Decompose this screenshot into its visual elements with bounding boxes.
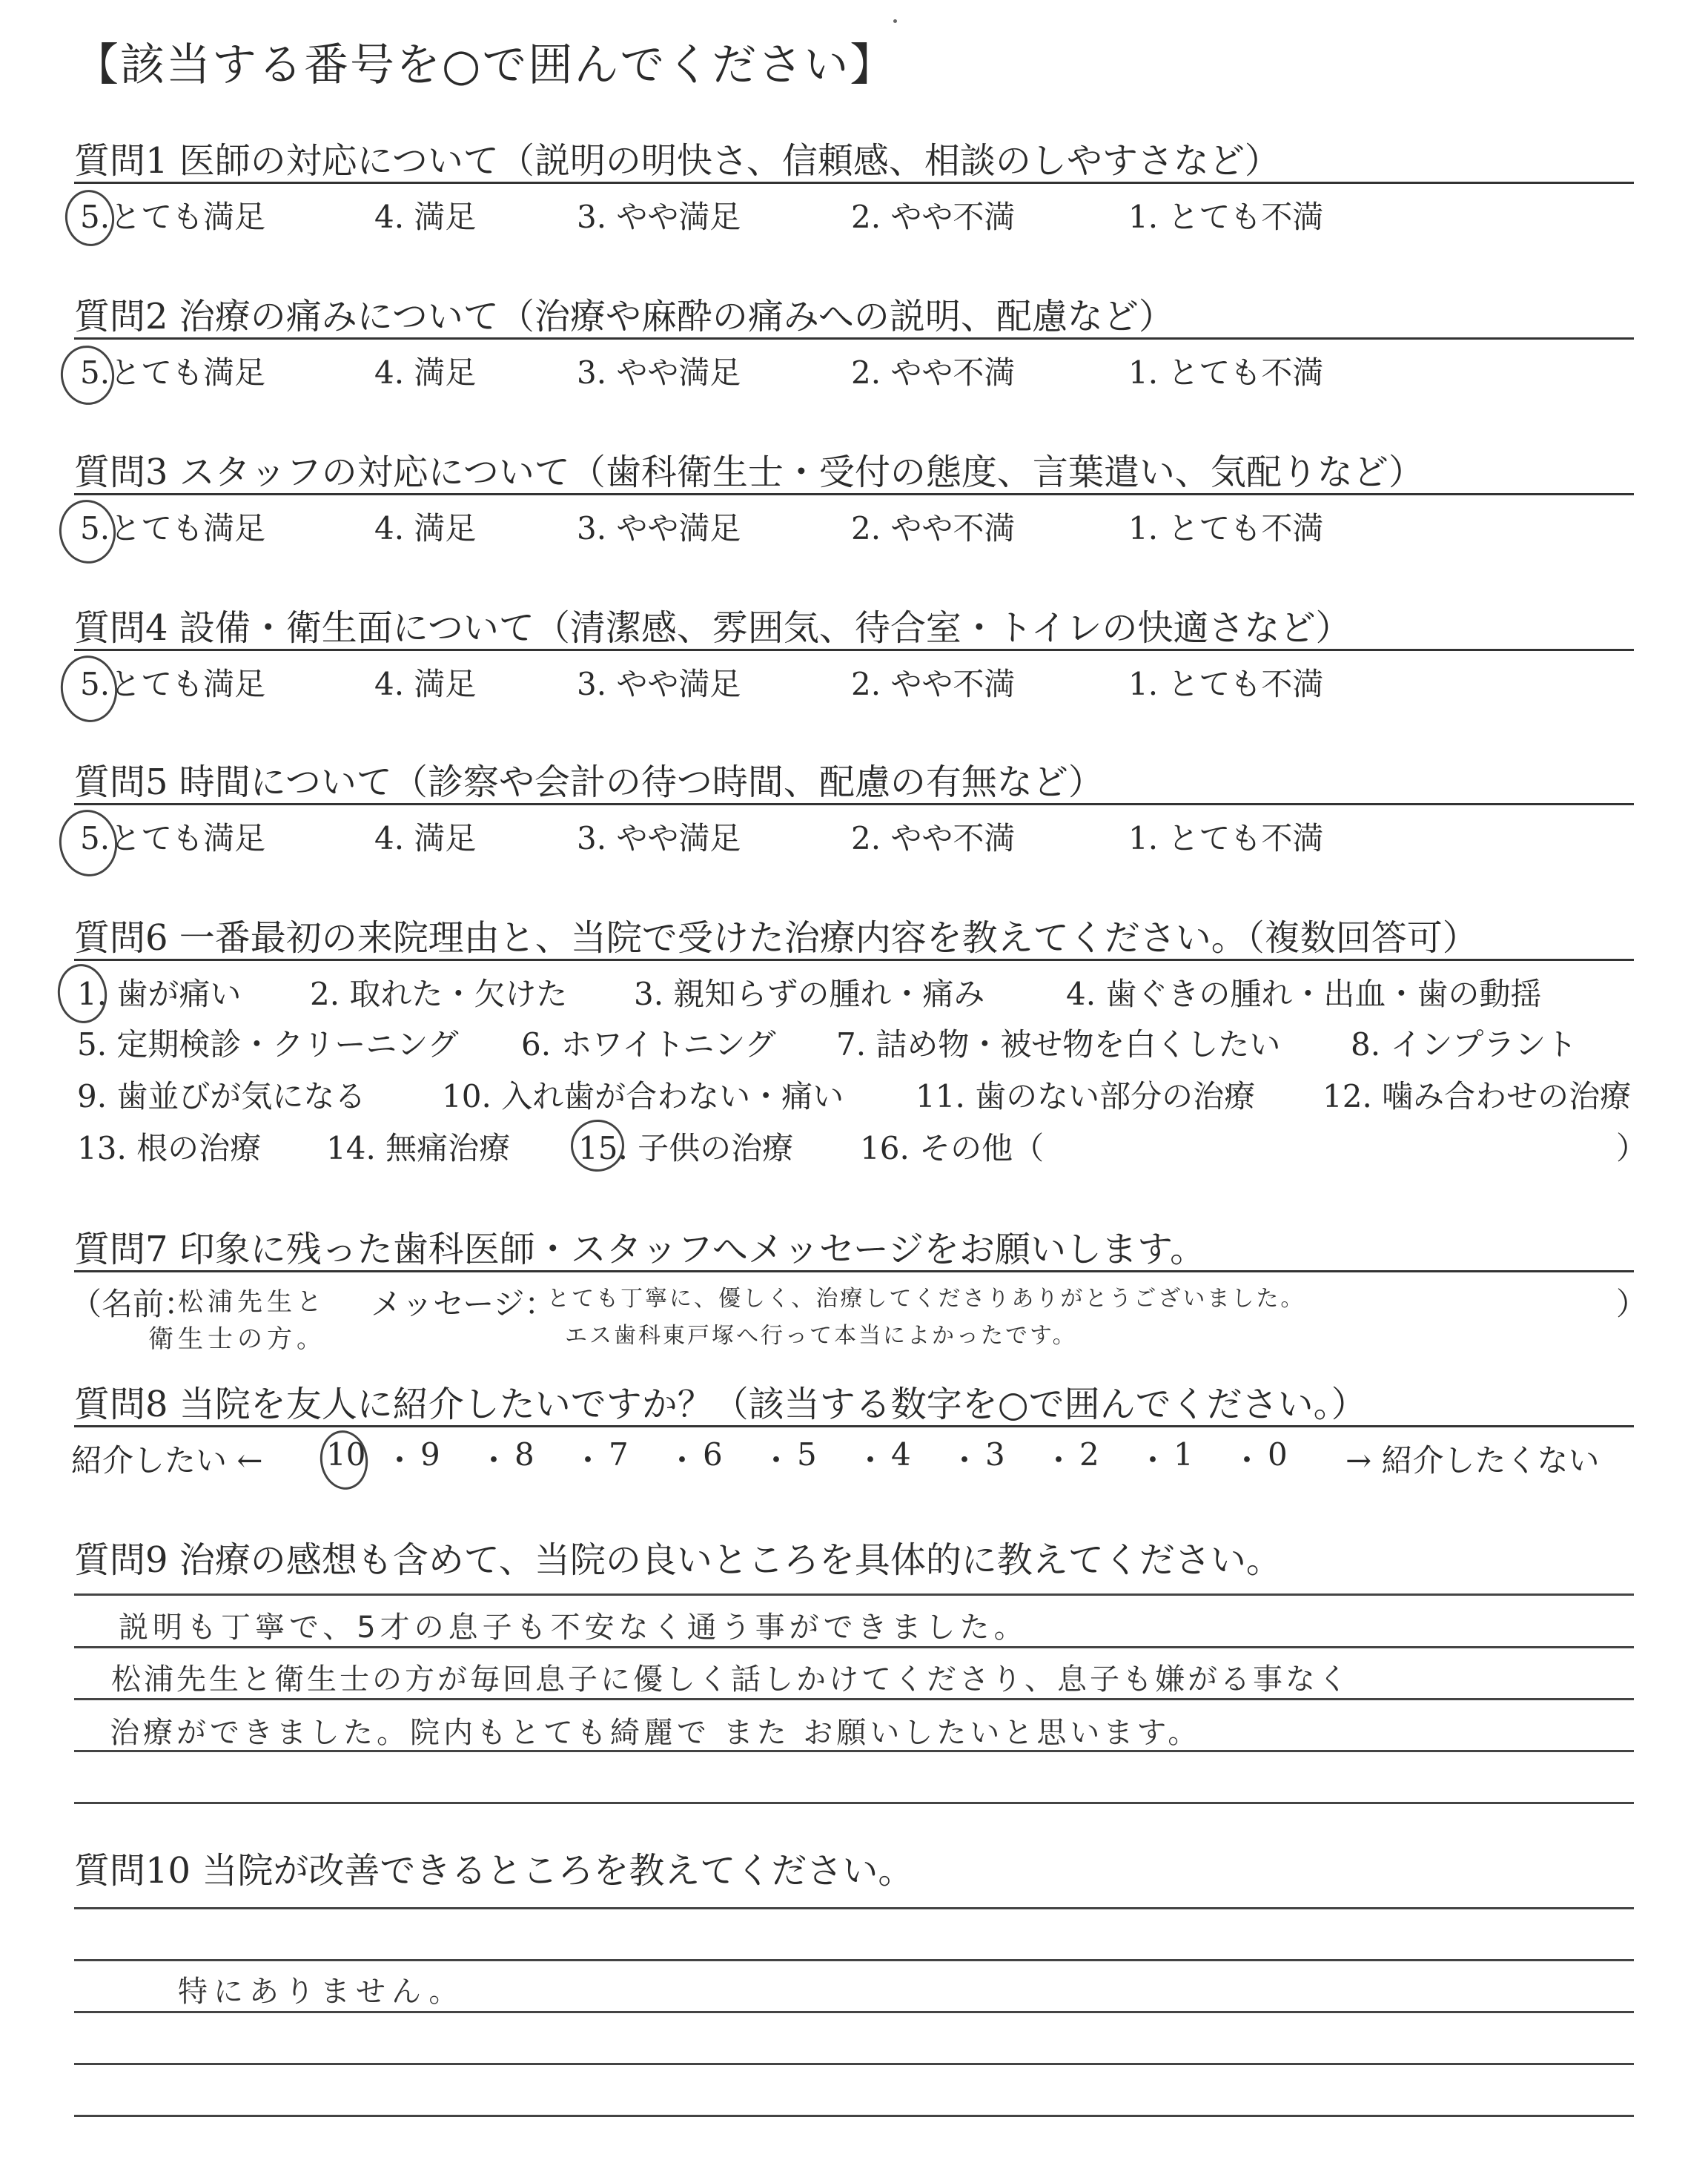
q3-option-1[interactable]: 1. とても不満 bbox=[1128, 510, 1324, 546]
question-9-title: 質問9 治療の感想も含めて、当院の良いところを具体的に教えてください。 bbox=[74, 1539, 1282, 1581]
scale-separator: ・ bbox=[1137, 1442, 1169, 1479]
q1-option-1[interactable]: 1. とても不満 bbox=[1128, 199, 1324, 235]
answer-line bbox=[74, 1646, 1634, 1648]
scale-separator: ・ bbox=[666, 1442, 698, 1479]
q3-option-5[interactable]: 5.とても満足 bbox=[80, 510, 266, 546]
q6-option-13[interactable]: 13. 根の治療 bbox=[77, 1130, 262, 1166]
referral-score-5[interactable]: 5 bbox=[797, 1436, 817, 1473]
answer-line bbox=[74, 2063, 1634, 2065]
stray-mark bbox=[893, 19, 897, 23]
name-answer-line-1: 松浦先生と bbox=[178, 1287, 326, 1317]
q6-option-11[interactable]: 11. 歯のない部分の治療 bbox=[916, 1078, 1256, 1114]
q9-answer-line-2: 松浦先生と衛生士の方が毎回息子に優しく話しかけてくださり、息子も嫌がる事なく bbox=[111, 1662, 1351, 1697]
question-7-title: 質問7 印象に残った歯科医師・スタッフへメッセージをお願いします。 bbox=[74, 1229, 1206, 1270]
q4-option-3[interactable]: 3. やや満足 bbox=[577, 666, 741, 702]
q4-option-2[interactable]: 2. やや不満 bbox=[851, 666, 1016, 702]
answer-line bbox=[74, 1907, 1634, 1909]
divider-line bbox=[74, 182, 1634, 184]
q5-option-2[interactable]: 2. やや不満 bbox=[851, 820, 1016, 856]
q6-option-6[interactable]: 6. ホワイトニング bbox=[521, 1026, 776, 1063]
referral-score-2[interactable]: 2 bbox=[1079, 1436, 1099, 1473]
scale-separator: ・ bbox=[1043, 1442, 1075, 1479]
question-8-title: 質問8 当院を友人に紹介したいですか？（該当する数字を○で囲んでください。） bbox=[74, 1384, 1367, 1425]
q5-option-3[interactable]: 3. やや満足 bbox=[577, 820, 741, 856]
q6-option-4[interactable]: 4. 歯ぐきの腫れ・出血・歯の動揺 bbox=[1066, 976, 1542, 1012]
q2-option-1[interactable]: 1. とても不満 bbox=[1128, 354, 1324, 391]
divider-line bbox=[74, 337, 1634, 340]
answer-line bbox=[74, 1593, 1634, 1596]
referral-score-4[interactable]: 4 bbox=[891, 1436, 911, 1473]
q4-option-4[interactable]: 4. 満足 bbox=[374, 666, 477, 702]
q3-option-2[interactable]: 2. やや不満 bbox=[851, 510, 1016, 546]
referral-score-1[interactable]: 1 bbox=[1174, 1436, 1194, 1473]
referral-score-7[interactable]: 7 bbox=[609, 1436, 629, 1473]
q2-option-3[interactable]: 3. やや満足 bbox=[577, 354, 741, 391]
q9-answer-line-1: 説明も丁寧で、5才の息子も不安なく通う事ができました。 bbox=[119, 1611, 1028, 1645]
q1-option-2[interactable]: 2. やや不満 bbox=[851, 199, 1016, 235]
q6-option-7[interactable]: 7. 詰め物・被せ物を白くしたい bbox=[836, 1026, 1281, 1063]
answer-line bbox=[74, 1959, 1634, 1961]
q6-option-2[interactable]: 2. 取れた・欠けた bbox=[310, 976, 568, 1012]
q9-answer-line-3: 治療ができました。院内もとても綺麗で また お願いしたいと思います。 bbox=[110, 1716, 1202, 1750]
q1-option-3[interactable]: 3. やや満足 bbox=[577, 199, 741, 235]
referral-right-label: → 紹介したくない bbox=[1345, 1442, 1600, 1479]
scale-separator: ・ bbox=[855, 1442, 887, 1479]
referral-score-8[interactable]: 8 bbox=[514, 1436, 534, 1473]
q3-option-3[interactable]: 3. やや満足 bbox=[577, 510, 741, 546]
scale-separator: ・ bbox=[478, 1442, 510, 1479]
q6-option-8[interactable]: 8. インプラント bbox=[1351, 1026, 1578, 1063]
q6-option-12[interactable]: 12. 噛み合わせの治療 bbox=[1323, 1078, 1632, 1114]
question-10-title: 質問10 当院が改善できるところを教えてください。 bbox=[74, 1850, 914, 1892]
scale-separator: ・ bbox=[949, 1442, 981, 1479]
divider-line bbox=[74, 649, 1634, 651]
q6-option-9[interactable]: 9. 歯並びが気になる bbox=[77, 1078, 366, 1114]
scale-separator: ・ bbox=[384, 1442, 416, 1479]
q6-option-5[interactable]: 5. 定期検診・クリーニング bbox=[77, 1026, 459, 1063]
q10-answer: 特にありません。 bbox=[178, 1975, 465, 2009]
q2-option-5[interactable]: 5.とても満足 bbox=[80, 354, 266, 391]
question-3-title: 質問3 スタッフの対応について（歯科衛生士・受付の態度、言葉遣い、気配りなど） bbox=[74, 452, 1424, 493]
referral-score-3[interactable]: 3 bbox=[985, 1436, 1005, 1473]
q5-option-5[interactable]: 5.とても満足 bbox=[80, 820, 266, 856]
q5-option-1[interactable]: 1. とても不満 bbox=[1128, 820, 1324, 856]
question-5-title: 質問5 時間について（診察や会計の待つ時間、配慮の有無など） bbox=[74, 762, 1104, 803]
q6-option-10[interactable]: 10. 入れ歯が合わない・痛い bbox=[442, 1078, 844, 1114]
answer-line bbox=[74, 2011, 1634, 2013]
answer-line bbox=[74, 2115, 1634, 2117]
q4-option-5[interactable]: 5.とても満足 bbox=[80, 666, 266, 702]
message-answer-line-1: とても丁寧に、優しく、治療してくださりありがとうございました。 bbox=[547, 1286, 1305, 1312]
question-1-title: 質問1 医師の対応について（説明の明快さ、信頼感、相談のしやすさなど） bbox=[74, 140, 1280, 182]
answer-line bbox=[74, 1802, 1634, 1804]
q1-option-4[interactable]: 4. 満足 bbox=[374, 199, 477, 235]
q6-option-3[interactable]: 3. 親知らずの腫れ・痛み bbox=[634, 976, 985, 1012]
q7-close-paren: ） bbox=[1616, 1286, 1648, 1322]
referral-score-0[interactable]: 0 bbox=[1268, 1436, 1288, 1473]
name-answer-line-2: 衛生士の方。 bbox=[148, 1324, 326, 1354]
question-6-title: 質問6 一番最初の来院理由と、当院で受けた治療内容を教えてください。（複数回答可） bbox=[74, 917, 1478, 959]
q4-option-1[interactable]: 1. とても不満 bbox=[1128, 666, 1324, 702]
divider-line bbox=[74, 1425, 1634, 1427]
divider-line bbox=[74, 1270, 1634, 1272]
referral-left-label: 紹介したい ← bbox=[71, 1442, 263, 1479]
q6-option-14[interactable]: 14. 無痛治療 bbox=[326, 1130, 511, 1166]
q6-option-15[interactable]: 15. 子供の治療 bbox=[578, 1130, 794, 1166]
q6-option-16[interactable]: 16. その他（ bbox=[860, 1130, 1045, 1166]
name-label: （名前： bbox=[70, 1286, 196, 1322]
q2-option-2[interactable]: 2. やや不満 bbox=[851, 354, 1016, 391]
question-4-title: 質問4 設備・衛生面について（清潔感、雰囲気、待合室・トイレの快適さなど） bbox=[74, 607, 1351, 649]
q6-option-1[interactable]: 1. 歯が痛い bbox=[77, 976, 242, 1012]
q5-option-4[interactable]: 4. 満足 bbox=[374, 820, 477, 856]
q6-close-paren: ） bbox=[1616, 1130, 1648, 1166]
divider-line bbox=[74, 803, 1634, 805]
divider-line bbox=[74, 493, 1634, 495]
instruction-heading: 【該当する番号を○で囲んでください】 bbox=[74, 39, 896, 91]
question-2-title: 質問2 治療の痛みについて（治療や麻酔の痛みへの説明、配慮など） bbox=[74, 296, 1174, 337]
scale-separator: ・ bbox=[1231, 1442, 1263, 1479]
scale-separator: ・ bbox=[761, 1442, 792, 1479]
q3-option-4[interactable]: 4. 満足 bbox=[374, 510, 477, 546]
message-label: メッセージ： bbox=[371, 1286, 556, 1322]
message-answer-line-2: エス歯科東戸塚へ行って本当によかったです。 bbox=[565, 1323, 1077, 1349]
referral-score-10[interactable]: 10 bbox=[326, 1436, 366, 1473]
answer-line bbox=[74, 1698, 1634, 1700]
referral-score-9[interactable]: 9 bbox=[420, 1436, 440, 1473]
referral-score-6[interactable]: 6 bbox=[703, 1436, 723, 1473]
divider-line bbox=[74, 959, 1634, 961]
scale-separator: ・ bbox=[572, 1442, 604, 1479]
q1-option-5[interactable]: 5.とても満足 bbox=[80, 199, 266, 235]
q2-option-4[interactable]: 4. 満足 bbox=[374, 354, 477, 391]
